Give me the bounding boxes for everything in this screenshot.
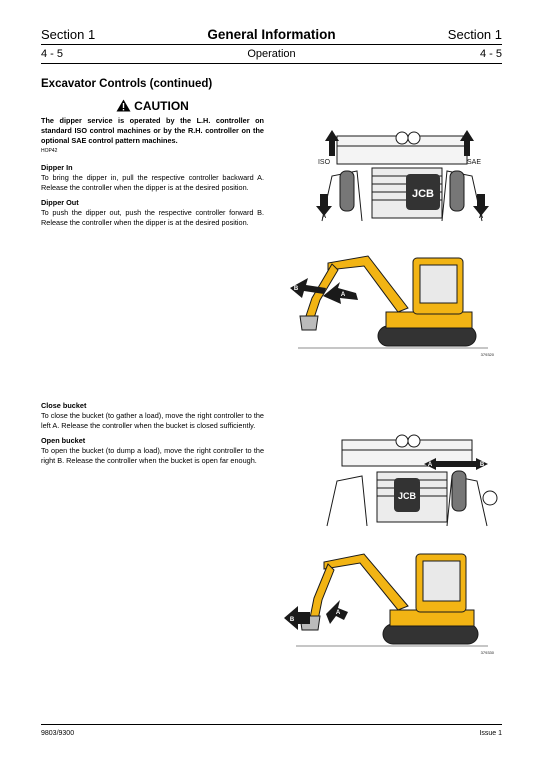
chapter-title: General Information [207,27,336,42]
bucket-ctrl-label-b: B [479,462,485,468]
sae-label: SAE [466,159,482,166]
page-number-right: 4 - 5 [479,48,502,60]
caution-label: CAUTION [134,99,189,113]
footer-rule [41,724,502,725]
subheader-rule [41,63,502,64]
bucket-label-a: A [335,610,341,616]
label-b-left: B [329,125,335,131]
dipper-in-title: Dipper In [41,163,73,172]
cab-controls-iso-sae-figure [302,116,502,226]
label-a-left: A [321,214,327,220]
upper-text [41,116,264,228]
page-header [41,27,502,42]
dipper-in-text: To bring the dipper in, pull the respective controller backward A. Release the controller when the dipper is at the desired position. [41,173,264,192]
jcb-logo-text-2: JCB [397,491,417,501]
dipper-out-text: To push the dipper out, push the respective controller forward B. Release the controller when the dipper is at the desired position. [41,208,264,227]
arrow-down-right-icon [473,194,489,216]
figure-code-2: 379330 [480,650,494,655]
dipper-out-title: Dipper Out [41,198,79,207]
page-footer [41,730,502,737]
document-number: 9803/9300 [41,730,75,737]
subtitle: Operation [247,48,296,60]
figure-code-1: 379320 [480,352,494,357]
arrow-down-left-icon [316,194,332,216]
label-b-right: B [464,125,470,131]
section-label: Section 1 [41,27,96,42]
open-bucket-title: Open bucket [41,436,86,445]
bucket-ctrl-label-a: A [427,462,433,468]
close-bucket-title: Close bucket [41,401,87,410]
warning-triangle-icon [116,99,131,112]
page-heading: Excavator Controls (continued) [41,78,213,90]
open-bucket-text: To open the bucket (to dump a load), move the right controller to the right B. Release the controller when the bucket is open far enough. [41,446,264,465]
caution-header [41,99,264,113]
excavator-dipper-figure [268,238,504,360]
dipper-label-b: B [293,286,299,292]
header-rule [41,44,502,45]
section-label-right: Section 1 [447,27,502,42]
caution-text: The dipper service is operated by the L.H. controller on standard ISO control machines or by the R.H. controller on the optional SAE control pattern machines. [41,116,264,145]
page-subheader [41,48,502,60]
excavator-bucket-figure [268,540,504,660]
close-bucket-text: To close the bucket (to gather a load), move the right controller to the left A. Release the controller when the bucket is closed sufficiently. [41,411,264,430]
label-a-right: A [478,214,484,220]
bucket-label-b: B [289,617,295,623]
issue-label: Issue 1 [479,730,502,737]
cab-controls-bucket-figure [312,426,512,531]
page-number: 4 - 5 [41,48,64,60]
jcb-logo-text: JCB [411,188,435,200]
iso-label: ISO [317,159,331,166]
caution-code: HOP42 [41,148,58,154]
lower-text [41,401,264,466]
dipper-label-a: A [340,292,346,298]
